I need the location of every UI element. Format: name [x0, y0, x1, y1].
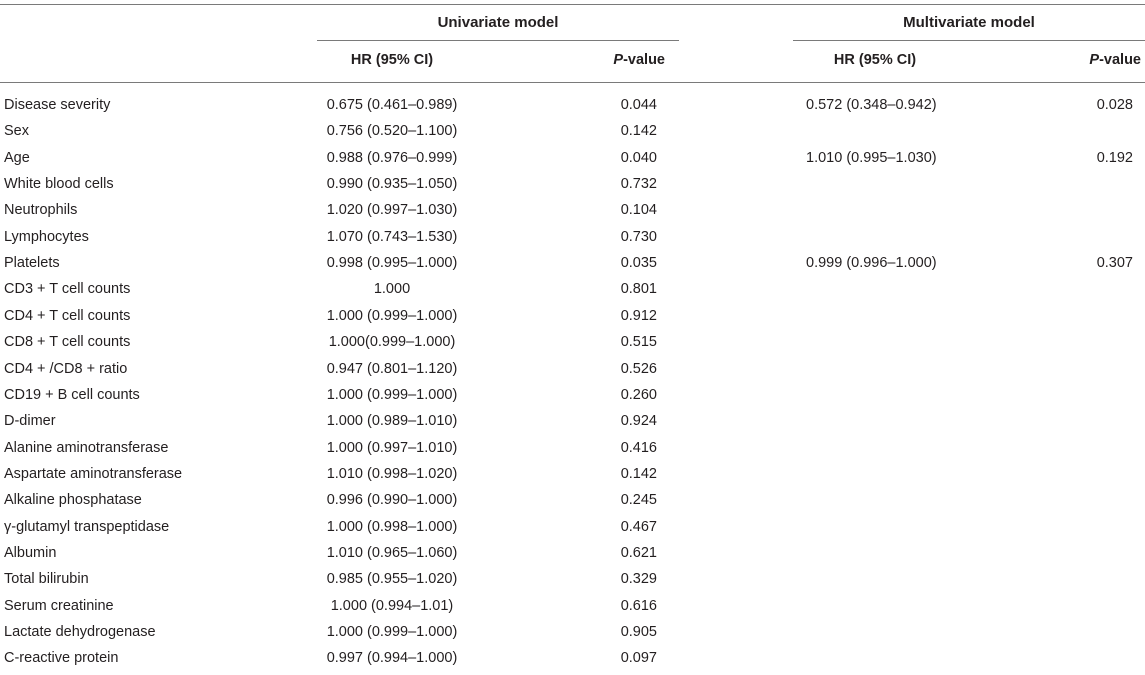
table-row — [0, 174, 1145, 200]
top-rule — [0, 4, 1145, 5]
multivariate-header: Multivariate model — [903, 14, 1035, 31]
uni-p-cell: 0.801 — [620, 281, 657, 298]
uni-hr-cell: 1.000(0.999–1.000) — [328, 334, 456, 351]
multi-p-cell: 0.307 — [1096, 255, 1133, 272]
uni-p-cell: 0.044 — [620, 97, 657, 113]
multi-hr-cell: 1.010 (0.995–1.030) — [806, 149, 937, 166]
uni-hr-cell: 1.000 (0.999–1.000) — [326, 307, 458, 324]
uni-p-cell: 0.616 — [620, 597, 657, 614]
uni-hr-cell: 0.985 (0.955–1.020) — [326, 571, 458, 588]
table-row — [0, 411, 1145, 437]
row-label: CD4 + /CD8 + ratio — [4, 360, 128, 377]
uni-hr-cell: 0.996 (0.990–1.000) — [326, 492, 458, 509]
uni-p-cell: 0.730 — [620, 228, 657, 245]
multi-hr-cell: 0.999 (0.996–1.000) — [806, 255, 937, 272]
row-label: Serum creatinine — [4, 597, 114, 614]
row-label: Disease severity — [4, 97, 111, 113]
row-label: D-dimer — [4, 413, 56, 430]
row-label: Alanine aminotransferase — [4, 439, 169, 456]
uni-p-italic: P — [613, 52, 624, 68]
uni-hr-cell: 1.070 (0.743–1.530) — [326, 228, 458, 245]
row-label: Aspartate aminotransferase — [4, 465, 183, 482]
uni-hr-cell: 1.020 (0.997–1.030) — [326, 202, 458, 219]
uni-p-cell: 0.912 — [620, 307, 657, 324]
uni-p-cell: 0.104 — [620, 202, 657, 219]
row-label: Neutrophils — [4, 202, 78, 219]
uni-p-cell: 0.621 — [620, 544, 657, 561]
uni-hr-cell: 1.000 (0.994–1.01) — [330, 597, 454, 614]
row-label: CD4 + T cell counts — [4, 307, 131, 324]
row-label: Lactate dehydrogenase — [4, 624, 156, 640]
multi-p-cell: 0.192 — [1096, 149, 1133, 166]
row-label: Albumin — [4, 544, 57, 561]
multi-hr-cell: 0.572 (0.348–0.942) — [806, 97, 937, 113]
table-row — [0, 227, 1145, 253]
table-row — [0, 200, 1145, 226]
uni-p-header — [560, 52, 665, 68]
uni-p-cell: 0.035 — [620, 255, 657, 272]
table-row — [0, 517, 1145, 543]
table-row — [0, 596, 1145, 622]
uni-p-cell: 0.905 — [620, 624, 657, 640]
multi-p-cell: 0.028 — [1096, 97, 1133, 113]
table-row — [0, 543, 1145, 569]
uni-hr-cell: 0.675 (0.461–0.989) — [326, 97, 458, 113]
univariate-header: Univariate model — [437, 14, 559, 31]
uni-p-cell: 0.515 — [620, 334, 657, 351]
uni-p-cell: 0.142 — [620, 465, 657, 482]
row-label: CD19 + B cell counts — [4, 386, 140, 403]
row-label: CD3 + T cell counts — [4, 281, 131, 298]
uni-p-cell: 0.245 — [620, 492, 657, 509]
table-row — [0, 569, 1145, 595]
table-row — [0, 385, 1145, 411]
table-row — [0, 253, 1145, 279]
multi-p-rest: -value — [1099, 52, 1141, 68]
uni-p-cell: 0.416 — [620, 439, 657, 456]
uni-hr-cell: 0.756 (0.520–1.100) — [326, 123, 458, 140]
uni-p-cell: 0.467 — [620, 518, 657, 535]
uni-hr-cell: 1.000 (0.999–1.000) — [326, 624, 458, 640]
uni-hr-cell: 1.000 (0.997–1.010) — [326, 439, 458, 456]
table-row — [0, 648, 1145, 674]
table-row — [0, 622, 1145, 648]
uni-p-cell: 0.732 — [620, 176, 657, 193]
multivariate-underline — [793, 40, 1145, 41]
uni-hr-cell: 1.010 (0.965–1.060) — [326, 544, 458, 561]
uni-p-cell: 0.040 — [620, 149, 657, 166]
uni-p-cell: 0.329 — [620, 571, 657, 588]
table-row — [0, 148, 1145, 174]
table-row — [0, 279, 1145, 305]
multi-p-header — [1020, 52, 1141, 68]
uni-hr-cell: 0.998 (0.995–1.000) — [326, 255, 458, 272]
row-label: White blood cells — [4, 176, 114, 193]
table-row — [0, 359, 1145, 385]
row-label: CD8 + T cell counts — [4, 334, 131, 351]
uni-p-cell: 0.142 — [620, 123, 657, 140]
row-label: γ-glutamyl transpeptidase — [4, 518, 170, 535]
uni-p-cell: 0.924 — [620, 413, 657, 430]
univariate-underline — [317, 40, 679, 41]
row-label: Total bilirubin — [4, 571, 89, 588]
uni-hr-cell: 1.000 (0.999–1.000) — [326, 386, 458, 403]
uni-hr-cell: 1.000 (0.989–1.010) — [326, 413, 458, 430]
table-row — [0, 95, 1145, 121]
uni-p-cell: 0.260 — [620, 386, 657, 403]
table-row — [0, 464, 1145, 490]
uni-hr-cell: 0.990 (0.935–1.050) — [326, 176, 458, 193]
row-label: Platelets — [4, 255, 60, 272]
row-label: Lymphocytes — [4, 228, 89, 245]
row-label: Sex — [4, 123, 29, 140]
uni-p-cell: 0.097 — [620, 650, 657, 667]
uni-hr-cell: 0.947 (0.801–1.120) — [326, 360, 458, 377]
table-row — [0, 438, 1145, 464]
multi-hr-header: HR (95% CI) — [833, 52, 917, 68]
uni-hr-cell: 0.997 (0.994–1.000) — [326, 650, 458, 667]
row-label: C-reactive protein — [4, 650, 119, 667]
uni-hr-cell: 1.000 — [373, 281, 411, 298]
header-bottom-rule — [0, 82, 1145, 83]
table-row — [0, 121, 1145, 147]
uni-hr-header: HR (95% CI) — [350, 52, 434, 68]
uni-hr-cell: 1.000 (0.998–1.000) — [326, 518, 458, 535]
table-row — [0, 306, 1145, 332]
table-row — [0, 332, 1145, 358]
uni-p-cell: 0.526 — [620, 360, 657, 377]
row-label: Age — [4, 149, 30, 166]
multi-p-italic: P — [1089, 52, 1100, 68]
uni-hr-cell: 1.010 (0.998–1.020) — [326, 465, 458, 482]
row-label: Alkaline phosphatase — [4, 492, 142, 509]
uni-p-rest: -value — [623, 52, 665, 68]
table-row — [0, 490, 1145, 516]
uni-hr-cell: 0.988 (0.976–0.999) — [326, 149, 458, 166]
